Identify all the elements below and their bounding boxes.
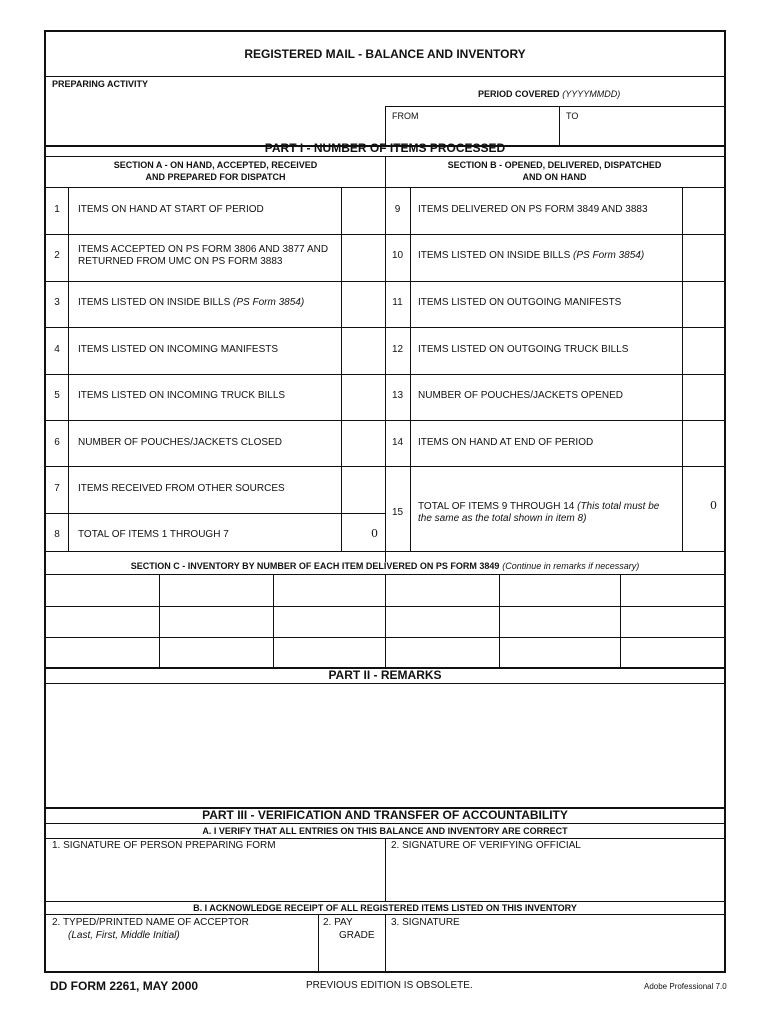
item-15-label bbox=[418, 501, 659, 513]
divider bbox=[68, 187, 69, 551]
period-covered-text: PERIOD COVERED bbox=[478, 89, 560, 99]
obsolete-notice: PREVIOUS EDITION IS OBSOLETE. bbox=[306, 980, 473, 991]
item-9-number: 9 bbox=[394, 204, 401, 215]
divider bbox=[385, 420, 724, 421]
acceptor-name-note-text: (Last, First, Middle Initial) bbox=[68, 930, 180, 941]
item-15-label-line2 bbox=[418, 513, 586, 525]
from-date-field[interactable] bbox=[387, 123, 557, 143]
item-3-note: (PS Form 3854) bbox=[233, 297, 305, 308]
item-4-number: 4 bbox=[54, 344, 60, 355]
divider bbox=[46, 234, 385, 235]
item-1-label: ITEMS ON HAND AT START OF PERIOD bbox=[78, 204, 264, 215]
sig-verifier-field[interactable] bbox=[387, 854, 722, 899]
form-title: REGISTERED MAIL - BALANCE AND INVENTORY bbox=[244, 47, 526, 61]
acceptor-signature-label: 3. SIGNATURE bbox=[391, 917, 460, 928]
item-2-label-line2: RETURNED FROM UMC ON PS FORM 3883 bbox=[78, 256, 283, 267]
divider bbox=[46, 901, 724, 902]
item-15-note2: the same as the total shown in item 8) bbox=[418, 513, 587, 524]
item-13-value[interactable] bbox=[683, 375, 723, 419]
section-c-title bbox=[46, 561, 724, 573]
period-covered-format: (YYYYMMDD) bbox=[562, 89, 621, 99]
item-11-label: ITEMS LISTED ON OUTGOING MANIFESTS bbox=[418, 297, 622, 308]
item-12-label: ITEMS LISTED ON OUTGOING TRUCK BILLS bbox=[418, 344, 629, 355]
acceptor-signature-field[interactable] bbox=[387, 930, 722, 972]
acceptor-name-field[interactable] bbox=[48, 944, 316, 972]
section-c-text: SECTION C - INVENTORY BY NUMBER OF EACH ITEM DELIVERED ON PS FORM 3849 bbox=[130, 561, 500, 571]
item-2-label: ITEMS ACCEPTED ON PS FORM 3806 AND 3877 AND bbox=[78, 244, 329, 255]
part3-title: PART III - VERIFICATION AND TRANSFER OF ACCOUNTABILITY bbox=[202, 808, 568, 822]
acceptor-name-note bbox=[68, 930, 180, 942]
section-c-note: (Continue in remarks if necessary) bbox=[502, 561, 640, 571]
item-10-number: 10 bbox=[391, 250, 404, 261]
divider bbox=[46, 187, 724, 188]
item-8-label: TOTAL OF ITEMS 1 THROUGH 7 bbox=[78, 529, 229, 540]
item-1-value[interactable] bbox=[342, 188, 384, 233]
item-12-value[interactable] bbox=[683, 328, 723, 373]
part3-section-b: B. I ACKNOWLEDGE RECEIPT OF ALL REGISTERED ITEMS LISTED ON THIS INVENTORY bbox=[193, 903, 577, 913]
item-3-value[interactable] bbox=[342, 282, 384, 326]
section-b-title: SECTION B - OPENED, DELIVERED, DISPATCHED bbox=[447, 160, 662, 170]
divider bbox=[46, 420, 385, 421]
divider bbox=[46, 374, 385, 375]
form-id: DD FORM 2261, MAY 2000 bbox=[50, 979, 199, 993]
divider bbox=[385, 106, 724, 107]
pay-grade-label-line2: GRADE bbox=[339, 930, 375, 941]
to-label: TO bbox=[566, 111, 579, 121]
divider bbox=[46, 466, 385, 467]
item-8-value[interactable]: 0 bbox=[371, 527, 378, 540]
divider bbox=[385, 156, 386, 562]
item-15-note: (This total must be bbox=[577, 501, 660, 512]
part3-section-a: A. I VERIFY THAT ALL ENTRIES ON THIS BALANCE AND INVENTORY ARE CORRECT bbox=[202, 826, 568, 836]
item-13-number: 13 bbox=[391, 390, 404, 401]
part1-title: PART I - NUMBER OF ITEMS PROCESSED bbox=[264, 141, 506, 155]
item-10-label bbox=[418, 250, 644, 262]
item-9-value[interactable] bbox=[683, 188, 723, 233]
part2-title: PART II - REMARKS bbox=[328, 668, 442, 682]
divider bbox=[385, 106, 386, 146]
item-12-number: 12 bbox=[391, 344, 404, 355]
item-3-text: ITEMS LISTED ON INSIDE BILLS bbox=[78, 297, 231, 308]
item-9-label: ITEMS DELIVERED ON PS FORM 3849 AND 3883 bbox=[418, 204, 648, 215]
item-3-label bbox=[78, 297, 304, 309]
item-6-value[interactable] bbox=[342, 421, 384, 465]
item-1-number: 1 bbox=[54, 204, 60, 215]
divider bbox=[46, 76, 724, 77]
divider bbox=[499, 574, 500, 668]
item-2-number: 2 bbox=[54, 250, 60, 261]
preparing-activity-field[interactable] bbox=[48, 90, 383, 144]
divider bbox=[273, 574, 274, 668]
remarks-field[interactable] bbox=[48, 685, 722, 805]
item-5-number: 5 bbox=[54, 390, 60, 401]
acceptor-name-label: 2. TYPED/PRINTED NAME OF ACCEPTOR bbox=[52, 917, 249, 928]
period-covered-label bbox=[478, 89, 620, 101]
item-14-number: 14 bbox=[391, 437, 404, 448]
item-7-label: ITEMS RECEIVED FROM OTHER SOURCES bbox=[78, 483, 285, 494]
item-15-value[interactable]: 0 bbox=[710, 499, 717, 512]
divider bbox=[318, 914, 319, 973]
section-a-title: SECTION A - ON HAND, ACCEPTED, RECEIVED bbox=[113, 160, 318, 170]
divider bbox=[385, 838, 386, 901]
divider bbox=[385, 234, 724, 235]
divider bbox=[410, 187, 411, 551]
divider bbox=[159, 574, 160, 668]
item-6-label: NUMBER OF POUCHES/JACKETS CLOSED bbox=[78, 437, 282, 448]
divider bbox=[559, 106, 560, 146]
sig-verifier-label: 2. SIGNATURE OF VERIFYING OFFICIAL bbox=[391, 840, 581, 851]
item-7-number: 7 bbox=[54, 483, 60, 494]
item-5-value[interactable] bbox=[342, 375, 384, 419]
item-3-number: 3 bbox=[54, 297, 60, 308]
divider bbox=[46, 513, 385, 514]
divider bbox=[385, 374, 724, 375]
item-10-note: (PS Form 3854) bbox=[573, 250, 645, 261]
divider bbox=[385, 466, 724, 467]
divider bbox=[46, 327, 385, 328]
item-5-label: ITEMS LISTED ON INCOMING TRUCK BILLS bbox=[78, 390, 286, 401]
software-label: Adobe Professional 7.0 bbox=[644, 982, 727, 991]
divider bbox=[385, 914, 386, 973]
item-14-value[interactable] bbox=[683, 421, 723, 465]
to-date-field[interactable] bbox=[561, 123, 721, 143]
item-7-value[interactable] bbox=[342, 467, 384, 512]
divider bbox=[385, 574, 386, 668]
item-15-number: 15 bbox=[391, 507, 404, 518]
item-15-text: TOTAL OF ITEMS 9 THROUGH 14 bbox=[418, 501, 575, 512]
divider bbox=[620, 574, 621, 668]
divider bbox=[46, 281, 385, 282]
from-label: FROM bbox=[392, 111, 419, 121]
item-10-text: ITEMS LISTED ON INSIDE BILLS bbox=[418, 250, 571, 261]
item-2-value[interactable] bbox=[342, 235, 384, 280]
divider bbox=[46, 551, 724, 552]
sig-preparer-field[interactable] bbox=[48, 854, 383, 899]
divider bbox=[46, 683, 724, 684]
divider bbox=[385, 281, 724, 282]
item-4-label: ITEMS LISTED ON INCOMING MANIFESTS bbox=[78, 344, 279, 355]
form-border bbox=[44, 30, 726, 973]
section-a-subtitle: AND PREPARED FOR DISPATCH bbox=[145, 172, 286, 182]
item-11-value[interactable] bbox=[683, 282, 723, 326]
item-13-label: NUMBER OF POUCHES/JACKETS OPENED bbox=[418, 390, 624, 401]
sig-preparer-label: 1. SIGNATURE OF PERSON PREPARING FORM bbox=[52, 840, 276, 851]
item-11-number: 11 bbox=[392, 297, 403, 308]
divider bbox=[46, 823, 724, 824]
preparing-activity-label: PREPARING ACTIVITY bbox=[52, 79, 149, 89]
item-14-label: ITEMS ON HAND AT END OF PERIOD bbox=[418, 437, 594, 448]
item-6-number: 6 bbox=[54, 437, 60, 448]
section-b-subtitle: AND ON HAND bbox=[522, 172, 587, 182]
item-10-value[interactable] bbox=[683, 235, 723, 280]
item-4-value[interactable] bbox=[342, 328, 384, 373]
pay-grade-label: 2. PAY bbox=[323, 917, 353, 928]
divider bbox=[385, 327, 724, 328]
item-8-number: 8 bbox=[54, 529, 60, 540]
pay-grade-field[interactable] bbox=[320, 944, 383, 972]
